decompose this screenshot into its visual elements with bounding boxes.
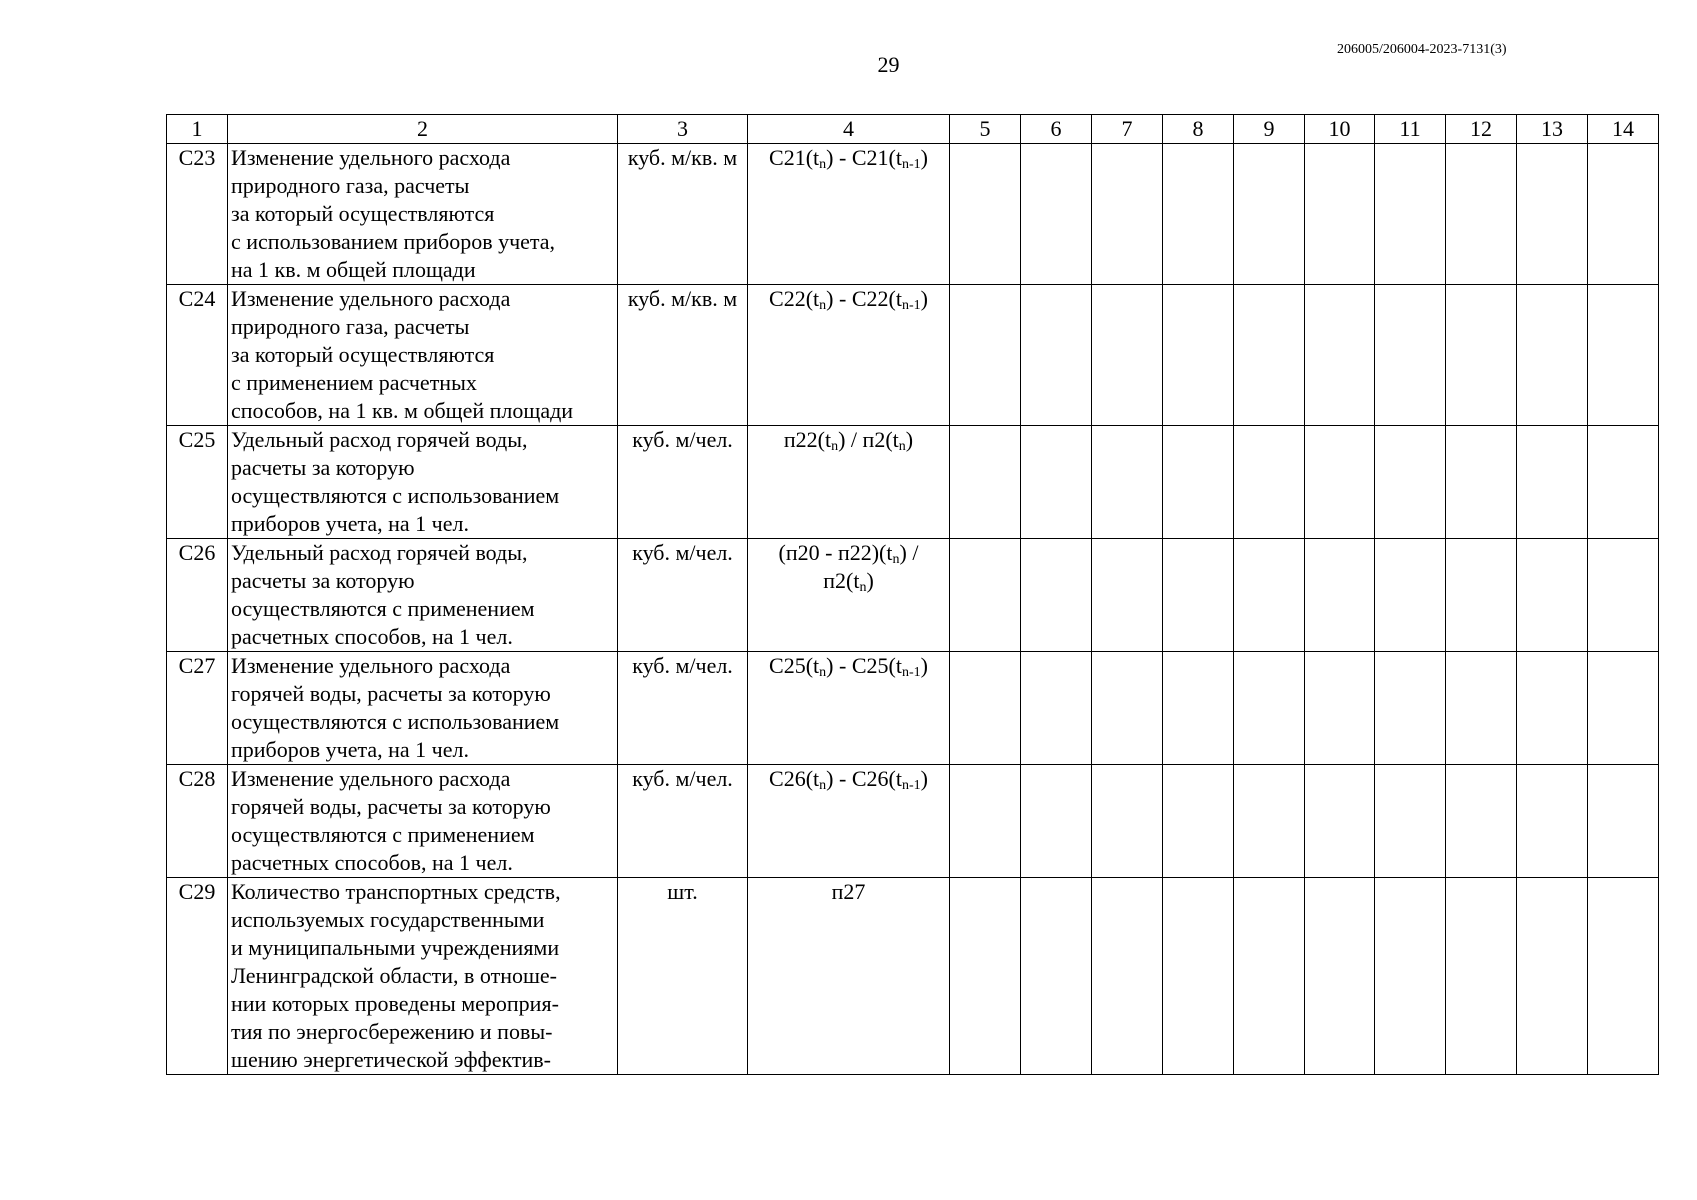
row-name-line: с использованием приборов учета, bbox=[231, 229, 556, 254]
row-name-line: шению энергетической эффектив- bbox=[231, 1047, 551, 1072]
row-code: С23 bbox=[167, 144, 228, 285]
row-name-line: осуществляются с использованием bbox=[231, 483, 560, 508]
empty-cell bbox=[1092, 878, 1163, 1075]
row-formula: $(п20 - п22)(t_n)$ / $п2(t_n)$ bbox=[748, 539, 950, 652]
column-header: 4 bbox=[748, 115, 950, 144]
empty-cell bbox=[1163, 426, 1234, 539]
empty-cell bbox=[1375, 539, 1446, 652]
column-header: 7 bbox=[1092, 115, 1163, 144]
row-name-line: нии которых проведены мероприя- bbox=[231, 991, 559, 1016]
empty-cell bbox=[950, 426, 1021, 539]
row-name-line: за который осуществляются bbox=[231, 342, 495, 367]
row-name-line: Изменение удельного расхода bbox=[231, 653, 511, 678]
column-header: 11 bbox=[1375, 115, 1446, 144]
row-name-line: и муниципальными учреждениями bbox=[231, 935, 560, 960]
empty-cell bbox=[1021, 652, 1092, 765]
row-name-line: на 1 кв. м общей площади bbox=[231, 257, 476, 282]
row-name-line: Удельный расход горячей воды, bbox=[231, 427, 528, 452]
empty-cell bbox=[1021, 285, 1092, 426]
empty-cell bbox=[1446, 144, 1517, 285]
row-unit: куб. м/чел. bbox=[618, 765, 748, 878]
empty-cell bbox=[950, 144, 1021, 285]
row-unit: куб. м/чел. bbox=[618, 652, 748, 765]
empty-cell bbox=[1517, 765, 1588, 878]
indicators-table bbox=[166, 114, 1659, 1075]
empty-cell bbox=[1021, 426, 1092, 539]
empty-cell bbox=[1234, 144, 1305, 285]
row-name bbox=[228, 878, 618, 1075]
empty-cell bbox=[1234, 652, 1305, 765]
empty-cell bbox=[1163, 878, 1234, 1075]
row-unit: куб. м/кв. м bbox=[618, 144, 748, 285]
column-header: 6 bbox=[1021, 115, 1092, 144]
empty-cell bbox=[1092, 539, 1163, 652]
empty-cell bbox=[1163, 539, 1234, 652]
table-row bbox=[167, 765, 1659, 878]
empty-cell bbox=[1021, 539, 1092, 652]
empty-cell bbox=[950, 652, 1021, 765]
row-name-line: приборов учета, на 1 чел. bbox=[231, 511, 469, 536]
row-code: С25 bbox=[167, 426, 228, 539]
empty-cell bbox=[1375, 878, 1446, 1075]
table-header-row bbox=[167, 115, 1659, 144]
column-header: 12 bbox=[1446, 115, 1517, 144]
row-name-line: горячей воды, расчеты за которую bbox=[231, 681, 551, 706]
row-name bbox=[228, 765, 618, 878]
empty-cell bbox=[1588, 878, 1659, 1075]
empty-cell bbox=[1517, 144, 1588, 285]
empty-cell bbox=[950, 285, 1021, 426]
empty-cell bbox=[1446, 652, 1517, 765]
column-header: 3 bbox=[618, 115, 748, 144]
row-name-line: осуществляются с применением bbox=[231, 596, 535, 621]
row-code: С26 bbox=[167, 539, 228, 652]
empty-cell bbox=[1446, 285, 1517, 426]
row-code: С28 bbox=[167, 765, 228, 878]
row-name-line: за который осуществляются bbox=[231, 201, 495, 226]
row-formula: п27 bbox=[748, 878, 950, 1075]
row-name-line: приборов учета, на 1 чел. bbox=[231, 737, 469, 762]
empty-cell bbox=[1305, 426, 1375, 539]
empty-cell bbox=[1305, 652, 1375, 765]
row-unit: куб. м/чел. bbox=[618, 539, 748, 652]
empty-cell bbox=[1092, 285, 1163, 426]
empty-cell bbox=[1305, 539, 1375, 652]
empty-cell bbox=[1092, 652, 1163, 765]
empty-cell bbox=[1234, 539, 1305, 652]
empty-cell bbox=[1234, 878, 1305, 1075]
empty-cell bbox=[1375, 426, 1446, 539]
empty-cell bbox=[1588, 426, 1659, 539]
row-name-line: расчеты за которую bbox=[231, 568, 415, 593]
row-name-line: природного газа, расчеты bbox=[231, 314, 470, 339]
row-unit: куб. м/кв. м bbox=[618, 285, 748, 426]
table-row bbox=[167, 539, 1659, 652]
row-name bbox=[228, 144, 618, 285]
empty-cell bbox=[1517, 426, 1588, 539]
empty-cell bbox=[1588, 285, 1659, 426]
row-formula: $п22(t_n) / п2(t_n)$ bbox=[748, 426, 950, 539]
column-header: 5 bbox=[950, 115, 1021, 144]
empty-cell bbox=[1446, 878, 1517, 1075]
table-row bbox=[167, 426, 1659, 539]
row-code: С29 bbox=[167, 878, 228, 1075]
document-id: 206005/206004-2023-7131(3) bbox=[1337, 42, 1507, 57]
row-code: С27 bbox=[167, 652, 228, 765]
row-name-line: осуществляются с использованием bbox=[231, 709, 560, 734]
empty-cell bbox=[1021, 878, 1092, 1075]
empty-cell bbox=[950, 765, 1021, 878]
row-formula: $С22(t_n) - С22(t_{n-1})$ bbox=[748, 285, 950, 426]
row-name-line: Количество транспортных средств, bbox=[231, 879, 561, 904]
row-name-line: тия по энергосбережению и повы- bbox=[231, 1019, 553, 1044]
row-name-line: горячей воды, расчеты за которую bbox=[231, 794, 551, 819]
column-header: 10 bbox=[1305, 115, 1375, 144]
empty-cell bbox=[1021, 765, 1092, 878]
row-name-line: осуществляются с применением bbox=[231, 822, 535, 847]
row-code: С24 bbox=[167, 285, 228, 426]
empty-cell bbox=[950, 539, 1021, 652]
row-name-line: используемых государственными bbox=[231, 907, 545, 932]
table-row bbox=[167, 652, 1659, 765]
empty-cell bbox=[1234, 426, 1305, 539]
row-name bbox=[228, 426, 618, 539]
row-name-line: способов, на 1 кв. м общей площади bbox=[231, 398, 574, 423]
empty-cell bbox=[1305, 285, 1375, 426]
empty-cell bbox=[1163, 765, 1234, 878]
empty-cell bbox=[1375, 765, 1446, 878]
empty-cell bbox=[1305, 765, 1375, 878]
row-unit: куб. м/чел. bbox=[618, 426, 748, 539]
empty-cell bbox=[1588, 765, 1659, 878]
empty-cell bbox=[1446, 426, 1517, 539]
empty-cell bbox=[1305, 878, 1375, 1075]
row-formula: $С25(t_n) - С25(t_{n-1})$ bbox=[748, 652, 950, 765]
empty-cell bbox=[1588, 144, 1659, 285]
empty-cell bbox=[1446, 765, 1517, 878]
empty-cell bbox=[1517, 285, 1588, 426]
row-name bbox=[228, 285, 618, 426]
empty-cell bbox=[1163, 652, 1234, 765]
row-unit: шт. bbox=[618, 878, 748, 1075]
empty-cell bbox=[1517, 878, 1588, 1075]
column-header: 13 bbox=[1517, 115, 1588, 144]
page-number: 29 bbox=[877, 52, 900, 77]
empty-cell bbox=[1092, 426, 1163, 539]
empty-cell bbox=[1588, 539, 1659, 652]
empty-cell bbox=[1375, 285, 1446, 426]
table-row bbox=[167, 878, 1659, 1075]
row-name-line: Ленинградской области, в отноше- bbox=[231, 963, 558, 988]
row-formula: $С21(t_n) - С21(t_{n-1})$ bbox=[748, 144, 950, 285]
row-name-line: расчеты за которую bbox=[231, 455, 415, 480]
column-header: 1 bbox=[167, 115, 228, 144]
empty-cell bbox=[1163, 285, 1234, 426]
row-name-line: Изменение удельного расхода bbox=[231, 766, 511, 791]
row-name-line: Изменение удельного расхода bbox=[231, 286, 511, 311]
row-name-line: Изменение удельного расхода bbox=[231, 145, 511, 170]
empty-cell bbox=[1163, 144, 1234, 285]
empty-cell bbox=[1021, 144, 1092, 285]
empty-cell bbox=[1234, 285, 1305, 426]
table-row bbox=[167, 144, 1659, 285]
empty-cell bbox=[1375, 652, 1446, 765]
empty-cell bbox=[1446, 539, 1517, 652]
column-header: 8 bbox=[1163, 115, 1234, 144]
column-header: 2 bbox=[228, 115, 618, 144]
row-name-line: расчетных способов, на 1 чел. bbox=[231, 624, 513, 649]
table-row bbox=[167, 285, 1659, 426]
row-name bbox=[228, 539, 618, 652]
row-name-line: природного газа, расчеты bbox=[231, 173, 470, 198]
row-formula: $С26(t_n) - С26(t_{n-1})$ bbox=[748, 765, 950, 878]
row-name-line: Удельный расход горячей воды, bbox=[231, 540, 528, 565]
row-name-line: расчетных способов, на 1 чел. bbox=[231, 850, 513, 875]
row-name bbox=[228, 652, 618, 765]
empty-cell bbox=[1517, 652, 1588, 765]
empty-cell bbox=[1092, 765, 1163, 878]
empty-cell bbox=[1305, 144, 1375, 285]
empty-cell bbox=[1092, 144, 1163, 285]
row-name-line: с применением расчетных bbox=[231, 370, 477, 395]
empty-cell bbox=[950, 878, 1021, 1075]
empty-cell bbox=[1234, 765, 1305, 878]
column-header: 9 bbox=[1234, 115, 1305, 144]
empty-cell bbox=[1375, 144, 1446, 285]
empty-cell bbox=[1588, 652, 1659, 765]
empty-cell bbox=[1517, 539, 1588, 652]
column-header: 14 bbox=[1588, 115, 1659, 144]
